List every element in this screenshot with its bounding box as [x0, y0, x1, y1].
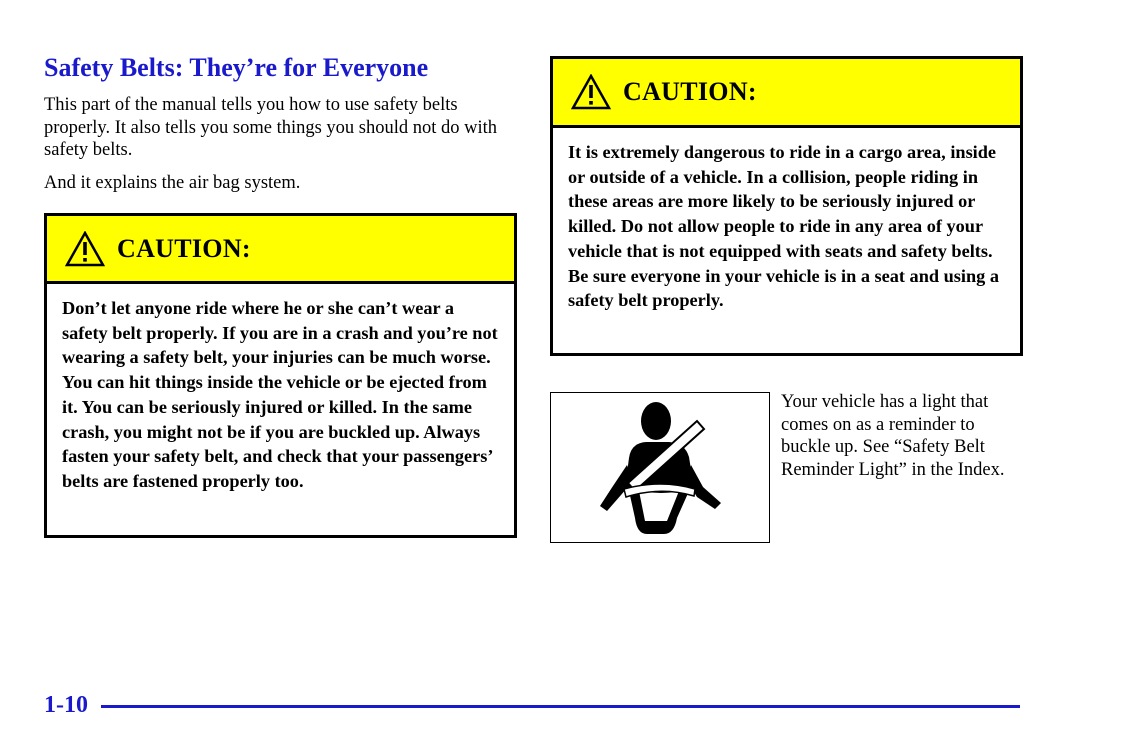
reminder-light-text: Your vehicle has a light that comes on as a reminder to buckle up. See “Safety Belt Reminder Light” in the Index.	[781, 392, 1005, 480]
seatbelt-reminder-figure	[550, 392, 770, 543]
caution-label: CAUTION:	[623, 77, 757, 106]
caution-box-left	[44, 213, 517, 538]
intro-paragraph-airbag: And it explains the air bag system.	[44, 173, 301, 193]
caution-text: It is extremely dangerous to ride in a cargo area, inside or outside of a vehicle. In a collision, people riding in these areas are more likely to be seriously injured or killed. Do not allow people to ride in any area of your vehicle that is not equipped with seats and safety belts. Be sure everyone in your vehicle is in a seat and using a safety belt properly.	[568, 142, 999, 311]
caution-label: CAUTION:	[117, 233, 251, 263]
seatbelt-person-icon	[551, 393, 768, 541]
caution-header	[47, 216, 514, 284]
warning-triangle-icon	[65, 231, 105, 267]
page-title: Safety Belts: They’re for Everyone	[44, 53, 429, 82]
caution-text: Don’t let anyone ride where he or she can’t wear a safety belt properly. If you are in a crash and you’re not wearing a safety belt, your injuries can be much worse. You can hit things inside the vehicle or be ejected from it. You can be seriously injured or killed. In the same crash, you might not be if you are buckled up. Always fasten your safety belt, and check that your passengers’ belts are fastened properly too.	[62, 298, 498, 491]
caution-header	[553, 59, 1020, 128]
intro-paragraph: This part of the manual tells you how to use safety belts properly. It also tells you some things you should not do with safety belts.	[44, 95, 498, 160]
caution-box-right	[550, 56, 1023, 356]
footer-rule	[101, 705, 1020, 708]
page-number: 1-10	[44, 692, 88, 718]
warning-triangle-icon	[571, 74, 611, 110]
